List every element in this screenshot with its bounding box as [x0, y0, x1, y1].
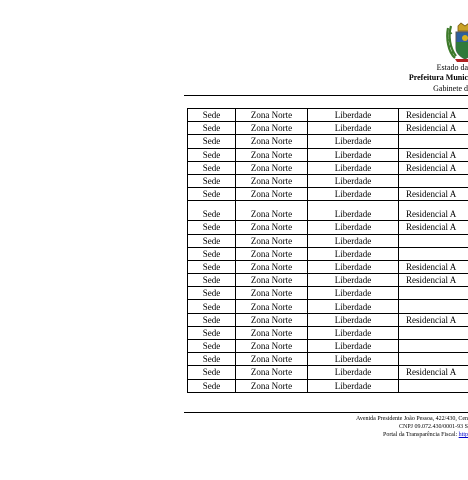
state-name: Estado da	[436, 63, 468, 72]
cell-bairro: Liberdade	[308, 340, 399, 353]
cell-local: Sede	[188, 247, 236, 260]
table-row	[188, 221, 468, 234]
cell-tipo	[399, 287, 468, 300]
footer-divider	[184, 412, 468, 413]
cell-bairro: Liberdade	[308, 122, 399, 135]
cell-tipo	[399, 247, 468, 260]
cell-tipo	[399, 135, 468, 148]
cell-tipo	[399, 326, 468, 339]
cell-bairro: Liberdade	[308, 274, 399, 287]
cell-local: Sede	[188, 260, 236, 273]
cell-zona: Zona Norte	[236, 161, 308, 174]
cell-zona: Zona Norte	[236, 260, 308, 273]
cell-bairro: Liberdade	[308, 260, 399, 273]
cell-tipo: Residencial A	[399, 188, 468, 201]
office-name: Gabinete d	[433, 84, 468, 93]
cell-bairro: Liberdade	[308, 234, 399, 247]
table-row	[188, 313, 468, 326]
cell-tipo: Residencial A	[399, 161, 468, 174]
cell-local: Sede	[188, 188, 236, 201]
cell-bairro: Liberdade	[308, 287, 399, 300]
table-row	[188, 201, 468, 221]
cell-local: Sede	[188, 148, 236, 161]
cell-local: Sede	[188, 122, 236, 135]
table-row	[188, 174, 468, 187]
cell-local: Sede	[188, 366, 236, 379]
cell-bairro: Liberdade	[308, 300, 399, 313]
cell-bairro: Liberdade	[308, 174, 399, 187]
cell-tipo: Residencial A	[399, 260, 468, 273]
cell-zona: Zona Norte	[236, 300, 308, 313]
transparency-portal-link[interactable]: http	[458, 432, 468, 438]
table-row	[188, 287, 468, 300]
cell-bairro: Liberdade	[308, 109, 399, 122]
cell-bairro: Liberdade	[308, 247, 399, 260]
table-row	[188, 161, 468, 174]
cell-bairro: Liberdade	[308, 148, 399, 161]
cell-local: Sede	[188, 340, 236, 353]
cell-tipo	[399, 300, 468, 313]
cell-bairro: Liberdade	[308, 161, 399, 174]
cell-tipo: Residencial A	[399, 366, 468, 379]
cell-tipo: Residencial A	[399, 274, 468, 287]
document-footer	[0, 416, 468, 446]
table-row	[188, 300, 468, 313]
table-row	[188, 260, 468, 273]
cell-zona: Zona Norte	[236, 274, 308, 287]
table-row	[188, 326, 468, 339]
cell-local: Sede	[188, 300, 236, 313]
cell-zona: Zona Norte	[236, 313, 308, 326]
cell-tipo: Residencial A	[399, 148, 468, 161]
table-row	[188, 274, 468, 287]
cell-local: Sede	[188, 379, 236, 392]
table-row	[188, 109, 468, 122]
cell-tipo: Residencial A	[399, 109, 468, 122]
cell-local: Sede	[188, 161, 236, 174]
table-row	[188, 234, 468, 247]
cell-tipo	[399, 174, 468, 187]
cell-tipo: Residencial A	[399, 122, 468, 135]
cell-tipo: Residencial A	[399, 221, 468, 234]
table-row	[188, 188, 468, 201]
cell-zona: Zona Norte	[236, 234, 308, 247]
cell-zona: Zona Norte	[236, 188, 308, 201]
footer-portal-label: Portal da Transparência Fiscal:	[383, 432, 459, 438]
cell-bairro: Liberdade	[308, 326, 399, 339]
cell-local: Sede	[188, 353, 236, 366]
cell-local: Sede	[188, 109, 236, 122]
table-row	[188, 135, 468, 148]
cell-zona: Zona Norte	[236, 326, 308, 339]
cell-bairro: Liberdade	[308, 313, 399, 326]
cell-zona: Zona Norte	[236, 109, 308, 122]
cell-zona: Zona Norte	[236, 340, 308, 353]
cell-local: Sede	[188, 274, 236, 287]
cell-zona: Zona Norte	[236, 247, 308, 260]
cell-zona: Zona Norte	[236, 366, 308, 379]
cell-zona: Zona Norte	[236, 379, 308, 392]
cell-bairro: Liberdade	[308, 379, 399, 392]
cell-zona: Zona Norte	[236, 148, 308, 161]
cell-tipo	[399, 340, 468, 353]
cell-tipo: Residencial A	[399, 313, 468, 326]
cell-zona: Zona Norte	[236, 287, 308, 300]
cell-zona: Zona Norte	[236, 353, 308, 366]
cell-local: Sede	[188, 287, 236, 300]
table-row	[188, 379, 468, 392]
cell-bairro: Liberdade	[308, 135, 399, 148]
table-row	[188, 340, 468, 353]
cell-local: Sede	[188, 234, 236, 247]
cell-local: Sede	[188, 313, 236, 326]
footer-portal	[383, 432, 468, 438]
cell-bairro: Liberdade	[308, 188, 399, 201]
cell-bairro: Liberdade	[308, 366, 399, 379]
footer-address: Avenida Presidente João Pessoa, 422/430, Cen	[355, 416, 468, 422]
document-header	[0, 0, 468, 100]
cell-local: Sede	[188, 174, 236, 187]
cell-zona: Zona Norte	[236, 135, 308, 148]
footer-cnpj: CNPJ 09.072.430/0001-93 S	[398, 424, 468, 430]
cell-zona: Zona Norte	[236, 201, 308, 221]
cell-local: Sede	[188, 326, 236, 339]
cell-tipo	[399, 353, 468, 366]
cell-bairro: Liberdade	[308, 353, 399, 366]
cell-bairro: Liberdade	[308, 221, 399, 234]
table-row	[188, 122, 468, 135]
table-row	[188, 247, 468, 260]
cell-tipo	[399, 379, 468, 392]
cell-zona: Zona Norte	[236, 174, 308, 187]
table-row	[188, 148, 468, 161]
cell-local: Sede	[188, 201, 236, 221]
prefecture-name: Prefeitura Munic	[408, 73, 468, 82]
cell-tipo: Residencial A	[399, 201, 468, 221]
cell-tipo	[399, 234, 468, 247]
municipal-coat-of-arms-icon	[445, 20, 468, 62]
cell-local: Sede	[188, 135, 236, 148]
cell-local: Sede	[188, 221, 236, 234]
addresses-table	[187, 108, 468, 393]
cell-bairro: Liberdade	[308, 201, 399, 221]
cell-zona: Zona Norte	[236, 221, 308, 234]
header-divider	[184, 95, 468, 96]
table-row	[188, 366, 468, 379]
cell-zona: Zona Norte	[236, 122, 308, 135]
table-row	[188, 353, 468, 366]
